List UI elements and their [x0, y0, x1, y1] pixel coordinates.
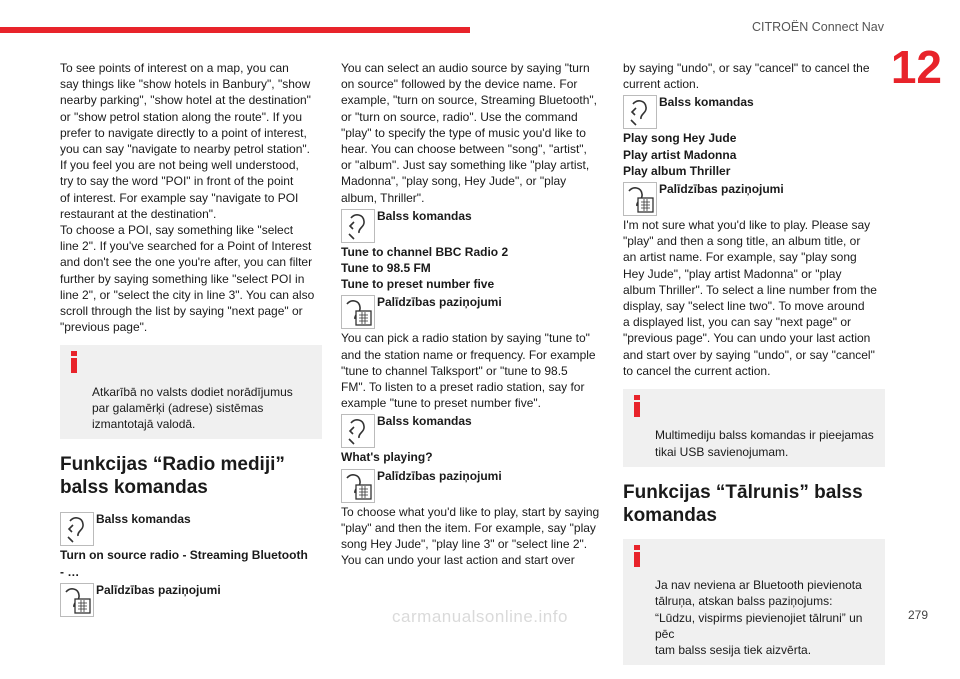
info-note-text: Atkarībā no valsts dodiet norādījumus par galamērķi (adrese) sistēmas izmantotajā valodā.: [92, 384, 293, 432]
section-heading: Funkcijas “Tālrunis” balss komandas: [623, 481, 863, 526]
voice-command-icon: [60, 512, 94, 546]
radio-paragraph: You can pick a radio station by saying "tune to" and the station name or frequency. For example "tune to channel Talksport" or "tune to 98.5 FM". To listen to a preset radio station, say for example "tune to preset number five".: [341, 331, 596, 411]
help-message-icon: [341, 295, 375, 329]
help-message-block: [341, 294, 603, 330]
header-title: CITROËN Connect Nav: [752, 20, 884, 34]
help-paragraph: I'm not sure what you'd like to play. Please say "play" and then a song title, an album title, or an artist name. For example, say "play song Hey Jude", "play artist Madonna" or "play album Thriller". To select a line number from the display, say "select line two". To move around a displayed list, you can say "next page" or "previous page". You can undo your last action and start over by saying "undo", or say "cancel" to cancel the current action.: [623, 218, 877, 378]
help-message-icon: [623, 182, 657, 216]
voice-command-text: Turn on source radio - Streaming Bluetooth - …: [60, 548, 308, 579]
info-icon: [633, 545, 641, 567]
audio-source-paragraph: You can select an audio source by saying "turn on source" followed by the device name. For example, "turn on source, Streaming Bluetooth", or "turn on source, radio". Use the command "play" to specify the type of music you'd like to hear. You can choose between "song", "artist", or "album". Just say something like "play artist, Madonna", "play song, Hey Jude", or "play album, Thriller".: [341, 61, 597, 205]
info-icon: [70, 351, 78, 373]
info-note: [60, 345, 322, 439]
voice-command-label: Balss komandas: [377, 414, 472, 429]
info-note-text: Ja nav neviena ar Bluetooth pievienota tālruņa, atskan balss paziņojums: “Lūdzu, vispirms pievienojiet tālruni” un pēc tam balss sesija tiek aizvērta.: [655, 578, 863, 658]
voice-command-text: Tune to channel BBC Radio 2 Tune to 98.5 FM Tune to preset number five: [341, 244, 509, 292]
voice-command-icon: [623, 95, 657, 129]
voice-command-text: Play song Hey Jude Play artist Madonna Play album Thriller: [623, 131, 737, 178]
info-icon: [633, 395, 641, 417]
voice-command-text: What's playing?: [341, 450, 433, 465]
help-message-block: [341, 468, 603, 504]
help-message-label: Palīdzības paziņojumi: [96, 582, 221, 597]
poi-paragraph: To see points of interest on a map, you can say things like "show hotels in Banbury", "show nearby parking", "show hotel at the destination" or "show petrol station along the route". If you prefer to navigate directly to a point of interest, you can say "navigate to nearby petrol station". If you feel you are not being well understood, try to say the word "POI" in front of the point of interest. For example say "navigate to POI restaurant at the destination". To choose a POI, say something like "select line 2". If you've searched for a Point of Interest and don't see the one you're after, you can filter further by saying something like "select POI in line 2", or "select the city in line 3". You can also scroll through the list by saying "next page" or "previous page".: [60, 61, 315, 335]
header-accent-bar: [0, 27, 470, 33]
help-message-label: Palīdzības paziņojumi: [659, 182, 784, 197]
column-2: [341, 60, 603, 568]
voice-command-icon: [341, 414, 375, 448]
page-number: 279: [907, 608, 928, 622]
info-note: [623, 389, 885, 467]
voice-command-label: Balss komandas: [659, 95, 754, 110]
voice-command-block: [60, 511, 322, 547]
info-note: [623, 539, 885, 665]
voice-command-block: [341, 208, 603, 244]
help-message-block: [623, 181, 885, 217]
section-heading: Funkcijas “Radio mediji” balss komandas: [60, 454, 285, 499]
voice-command-label: Balss komandas: [96, 512, 191, 527]
help-message-label: Palīdzības paziņojumi: [377, 468, 502, 483]
undo-paragraph: by saying "undo", or say "cancel" to cancel the current action.: [623, 61, 870, 92]
column-1: [60, 60, 322, 618]
voice-command-block: [623, 94, 885, 130]
voice-command-block: [341, 413, 603, 449]
column-3: [623, 60, 885, 679]
watermark: carmanualsonline.info: [392, 607, 568, 626]
chapter-number: 12: [890, 41, 942, 93]
help-message-label: Palīdzības paziņojumi: [377, 295, 502, 310]
info-note-text: Multimediju balss komandas ir pieejamas tikai USB savienojumam.: [655, 428, 874, 459]
voice-command-icon: [341, 209, 375, 243]
voice-command-label: Balss komandas: [377, 208, 472, 223]
help-message-icon: [341, 469, 375, 503]
play-paragraph: To choose what you'd like to play, start by saying "play" and then the item. For example, say "play song Hey Jude", "play line 3" or "select line 2". You can undo your last action and start over: [341, 504, 600, 568]
